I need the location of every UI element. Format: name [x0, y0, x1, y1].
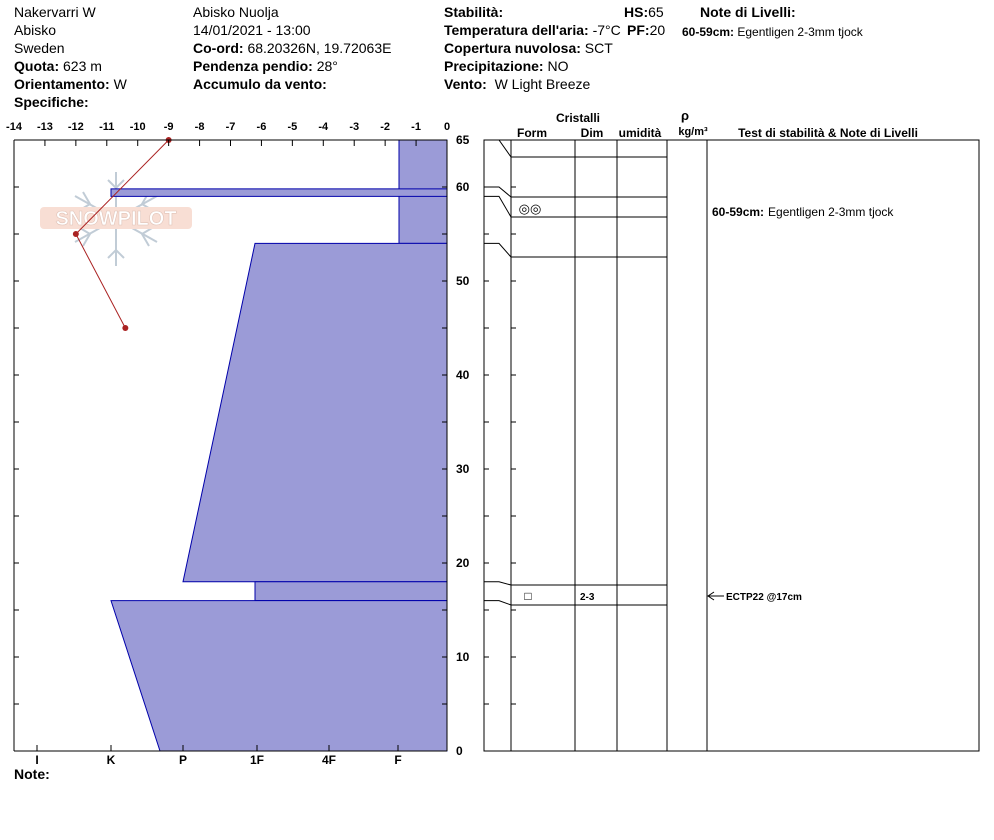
height-tick-label-2: 20	[456, 556, 470, 570]
hs-value: 65	[648, 4, 664, 20]
hardness-layer-4	[111, 601, 447, 751]
hardness-tick-label-4: 4F	[321, 753, 337, 767]
wind-label: Vento:	[444, 76, 487, 92]
cloud-label: Copertura nuvolosa:	[444, 40, 581, 56]
aspect-value: W	[113, 76, 127, 92]
precip-label: Precipitazione:	[444, 58, 544, 74]
coord-label: Co-ord:	[193, 40, 244, 56]
temp-tick-label-6: -8	[194, 121, 205, 133]
test-note-text: Egentligen 2-3mm tjock	[768, 205, 894, 219]
temp-tick-label-4: -10	[129, 121, 146, 133]
density-unit: kg/m³	[678, 126, 708, 138]
hardness-tick-label-1: K	[106, 753, 116, 767]
table-connector-54	[484, 243, 511, 257]
hardness-layers	[111, 140, 447, 751]
hardness-layer-1	[111, 189, 447, 197]
size-header: Dim	[580, 126, 604, 140]
obs-location: Abisko Nuolja	[193, 4, 279, 20]
table-frame	[484, 140, 979, 751]
hs-label: HS:	[624, 4, 649, 20]
density-symbol: ρ	[680, 108, 690, 123]
temperature-point-2	[122, 325, 128, 331]
notes-label: Note:	[14, 766, 50, 782]
height-tick-label-1: 10	[456, 650, 470, 664]
pf-value: 20	[649, 22, 666, 38]
hardness-tick-label-2: P	[178, 753, 188, 767]
wind-value: W Light Breeze	[494, 76, 591, 92]
test-note-range: 60-59cm:	[712, 205, 765, 219]
temp-tick-label-12: -2	[380, 121, 391, 133]
height-tick-label-3: 30	[456, 462, 470, 476]
elevation-label: Quota:	[14, 58, 60, 74]
temp-tick-label-10: -4	[318, 121, 329, 133]
hardness-tick-label-0: I	[35, 753, 39, 767]
facet-size: 2-3	[580, 592, 595, 603]
temp-tick-label-8: -6	[256, 121, 267, 133]
wind-loading-label: Accumulo da vento:	[193, 76, 327, 92]
site-area: Abisko	[14, 22, 57, 38]
grain-form-facet-icon: □	[524, 589, 532, 603]
logo-text: SNOWPILOT	[55, 208, 177, 230]
height-tick-label-7: 65	[456, 133, 470, 147]
slope-value: 28°	[316, 58, 338, 74]
grain-form-rounded-icon: ◎◎	[518, 201, 542, 216]
pf-label: PF:	[627, 22, 650, 38]
test-note	[712, 205, 894, 219]
temp-tick-label-14: 0	[443, 121, 451, 133]
table-connector-59	[484, 196, 511, 217]
height-tick-label-6: 60	[456, 180, 470, 194]
temp-tick-label-1: -13	[36, 121, 53, 133]
air-temp-label: Temperatura dell'aria:	[444, 22, 589, 38]
hardness-layer-2	[183, 243, 447, 581]
obs-datetime: 14/01/2021 - 13:00	[193, 22, 311, 38]
hardness-tick-label-5: F	[394, 753, 402, 767]
temperature-axis	[6, 121, 450, 146]
height-tick-label-4: 40	[456, 368, 470, 382]
temp-tick-label-13: -1	[411, 121, 421, 133]
wetness-header: umidità	[618, 126, 662, 140]
precip-value: NO	[547, 58, 569, 74]
air-temp-value: -7°C	[592, 22, 621, 38]
height-tick-label-5: 50	[456, 274, 470, 288]
tests-header: Test di stabilità & Note di Livelli	[738, 126, 918, 140]
temp-tick-label-9: -5	[287, 121, 298, 133]
hardness-layer-3	[255, 582, 447, 601]
aspect-label: Orientamento:	[14, 76, 110, 92]
cloud-value: SCT	[584, 40, 613, 56]
test-result: ECTP22 @17cm	[726, 592, 802, 603]
hardness-tick-label-3: 1F	[249, 753, 265, 767]
crystals-header: Cristalli	[555, 111, 601, 125]
table-connector-65	[484, 140, 511, 157]
table-connector-60	[484, 187, 511, 197]
form-header: Form	[517, 126, 547, 140]
height-tick-label-0: 0	[456, 744, 463, 758]
layer-note-range: 60-59cm:	[682, 25, 735, 39]
specifics-label: Specifiche:	[14, 94, 89, 110]
layer-notes-title: Note di Livelli:	[700, 4, 796, 20]
site-name: Nakervarri W	[14, 4, 96, 20]
elevation-value: 623 m	[63, 58, 102, 74]
slope-label: Pendenza pendio:	[193, 58, 313, 74]
temp-tick-label-11: -3	[349, 121, 360, 133]
table-connector-16	[484, 601, 511, 605]
stability-label: Stabilità:	[444, 4, 504, 20]
layer-table	[484, 108, 979, 751]
table-connector-18	[484, 582, 511, 585]
site-country: Sweden	[14, 40, 65, 56]
snowpilot-logo	[40, 172, 192, 266]
temp-tick-label-7: -7	[225, 121, 236, 133]
temp-tick-label-3: -11	[99, 121, 115, 133]
temperature-point-1	[73, 231, 79, 237]
coord-value: 68.20326N, 19.72063E	[247, 40, 392, 56]
temp-tick-label-0: -14	[6, 121, 22, 133]
temp-tick-label-2: -12	[67, 121, 84, 133]
temp-tick-label-5: -9	[163, 121, 174, 133]
layer-note-text: Egentligen 2-3mm tjock	[737, 25, 863, 39]
